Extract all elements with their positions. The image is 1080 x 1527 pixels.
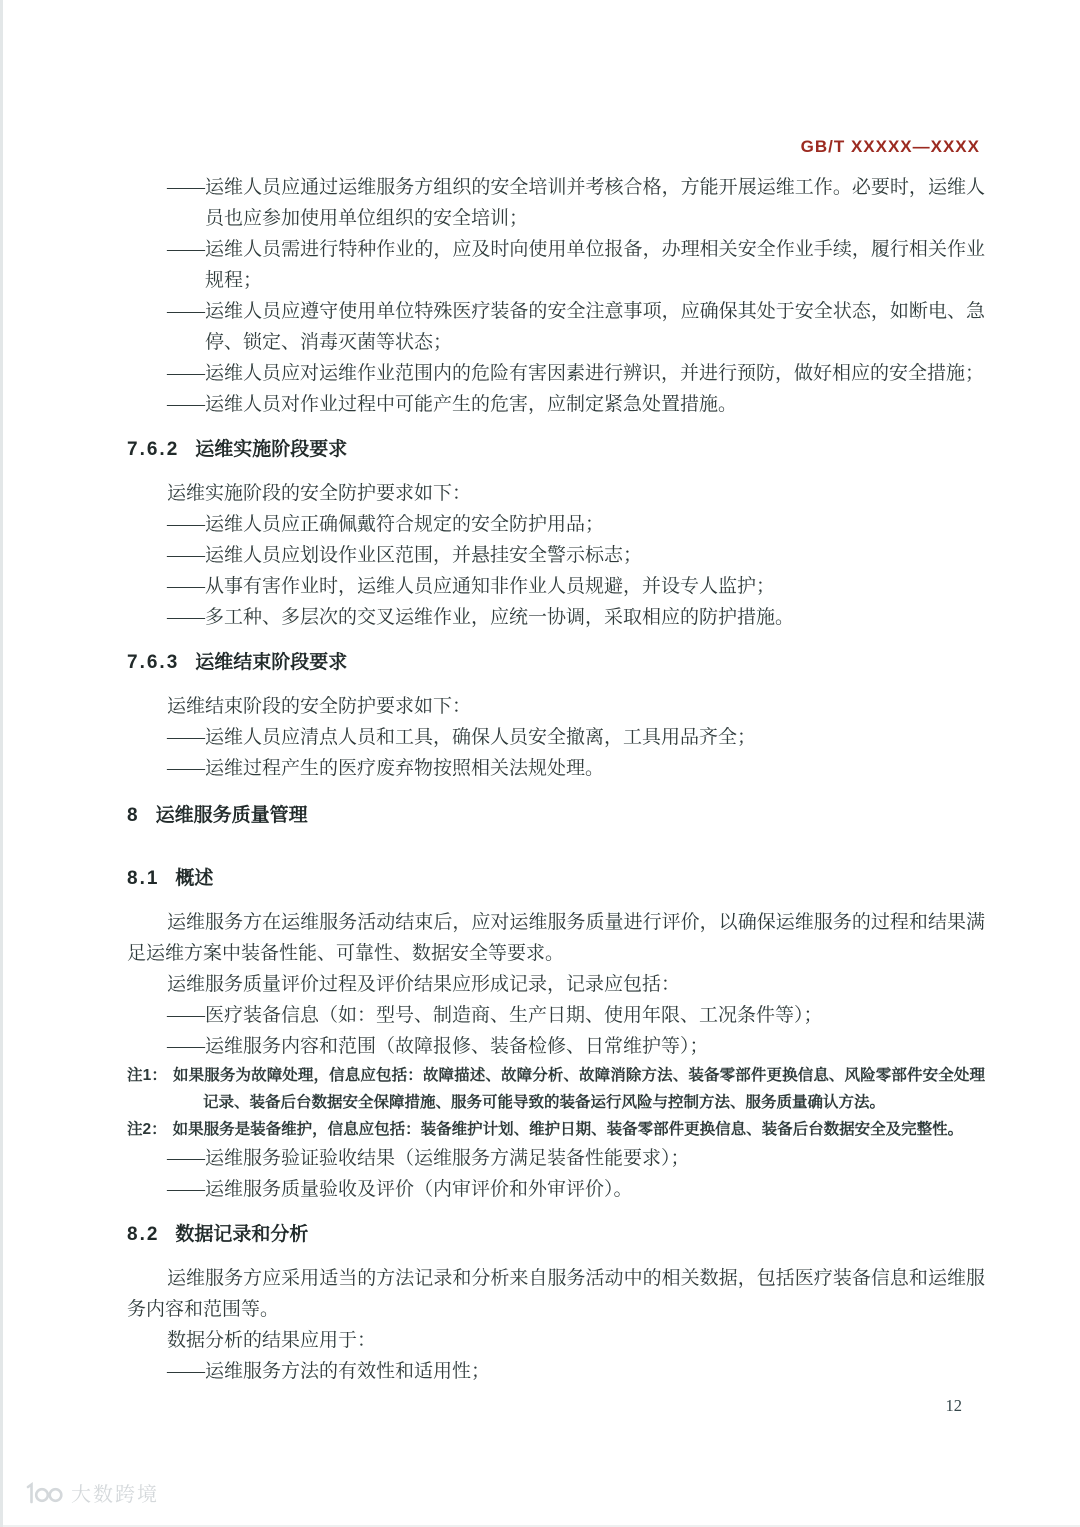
heading-title: 数据记录和分析 bbox=[175, 1224, 309, 1245]
heading-title: 运维实施阶段要求 bbox=[195, 439, 348, 460]
list-item: ——医疗装备信息（如：型号、制造商、生产日期、使用年限、工况条件等）； bbox=[167, 1005, 823, 1026]
paragraph: 运维服务方应采用适当的方法记录和分析来自服务活动中的相关数据，包括医疗装备信息和运维服务内容和范围等。 bbox=[127, 1268, 985, 1320]
list-item: ——运维人员对作业过程中可能产生的危害，应制定紧急处置措施。 bbox=[167, 394, 738, 415]
document-body bbox=[127, 172, 985, 1387]
section-heading-8-1 bbox=[127, 863, 985, 894]
paragraph: 运维实施阶段的安全防护要求如下： bbox=[167, 483, 472, 504]
list-item: ——运维服务验证验收结果（运维服务方满足装备性能要求）； bbox=[167, 1148, 690, 1169]
page-header bbox=[130, 137, 980, 157]
note-item bbox=[127, 1116, 985, 1143]
paragraph: 运维结束阶段的安全防护要求如下： bbox=[167, 696, 472, 717]
note-label: 注2： bbox=[127, 1121, 167, 1138]
list-item: ——运维服务方法的有效性和适用性； bbox=[167, 1361, 491, 1382]
list-item: ——运维人员应对运维作业范围内的危险有害因素进行辨识，并进行预防，做好相应的安全措施； bbox=[167, 363, 985, 384]
heading-number: 7.6.2 bbox=[127, 439, 180, 460]
section-heading-8-2 bbox=[127, 1219, 985, 1250]
note-text: 如果服务是装备维护，信息应包括：装备维护计划、维护日期、装备零部件更换信息、装备后台数据安全及完整性。 bbox=[172, 1121, 964, 1138]
heading-number: 8.1 bbox=[127, 868, 160, 889]
list-item: ——运维人员应清点人员和工具，确保人员安全撤离，工具用品齐全； bbox=[167, 727, 757, 748]
heading-title: 概述 bbox=[175, 868, 214, 889]
note-text: 如果服务为故障处理，信息应包括：故障描述、故障分析、故障消除方法、装备零部件更换信息、风险零部件安全处理记录、装备后台数据安全保障措施、服务可能导致的装备运行风险与控制方法、服务质量确认方法。 bbox=[172, 1067, 985, 1111]
page-number: 12 bbox=[945, 1396, 962, 1415]
list-item: ——运维人员应正确佩戴符合规定的安全防护用品； bbox=[167, 514, 605, 535]
watermark-brand-text: 大数跨境 bbox=[71, 1484, 159, 1506]
list-item: ——运维人员需进行特种作业的，应及时向使用单位报备，办理相关安全作业手续，履行相关作业规程； bbox=[167, 239, 985, 291]
paragraph: 数据分析的结果应用于： bbox=[167, 1330, 377, 1351]
heading-title: 运维结束阶段要求 bbox=[195, 652, 348, 673]
list-item: ——多工种、多层次的交叉运维作业，应统一协调，采取相应的防护措施。 bbox=[167, 607, 795, 628]
section-heading-7-6-2 bbox=[127, 434, 985, 465]
watermark bbox=[24, 1478, 159, 1507]
paragraph: 运维服务质量评价过程及评价结果应形成记录，记录应包括： bbox=[167, 974, 681, 995]
list-item: ——运维服务内容和范围（故障报修、装备检修、日常维护等）； bbox=[167, 1036, 709, 1057]
heading-number: 8.2 bbox=[127, 1224, 160, 1245]
paragraph: 运维服务方在运维服务活动结束后，应对运维服务质量进行评价，以确保运维服务的过程和结果满足运维方案中装备性能、可靠性、数据安全等要求。 bbox=[127, 912, 985, 964]
watermark-logo-icon bbox=[24, 1481, 64, 1505]
heading-title: 运维服务质量管理 bbox=[155, 805, 308, 826]
list-item: ——运维人员应通过运维服务方组织的安全培训并考核合格，方能开展运维工作。必要时，运维人员也应参加使用单位组织的安全培训； bbox=[167, 177, 985, 229]
standard-code: GB/T XXXXX—XXXX bbox=[800, 137, 980, 156]
note-item bbox=[127, 1062, 985, 1116]
section-heading-8 bbox=[127, 800, 985, 831]
heading-number: 8 bbox=[127, 805, 140, 826]
list-item: ——运维人员应划设作业区范围，并悬挂安全警示标志； bbox=[167, 545, 643, 566]
list-item: ——从事有害作业时，运维人员应通知非作业人员规避，并设专人监护； bbox=[167, 576, 776, 597]
note-label: 注1： bbox=[127, 1067, 167, 1084]
heading-number: 7.6.3 bbox=[127, 652, 180, 673]
list-item: ——运维服务质量验收及评价（内审评价和外审评价）。 bbox=[167, 1179, 633, 1200]
list-item: ——运维过程产生的医疗废弃物按照相关法规处理。 bbox=[167, 758, 605, 779]
section-heading-7-6-3 bbox=[127, 647, 985, 678]
list-item: ——运维人员应遵守使用单位特殊医疗装备的安全注意事项，应确保其处于安全状态，如断电、急停、锁定、消毒灭菌等状态； bbox=[167, 301, 985, 353]
